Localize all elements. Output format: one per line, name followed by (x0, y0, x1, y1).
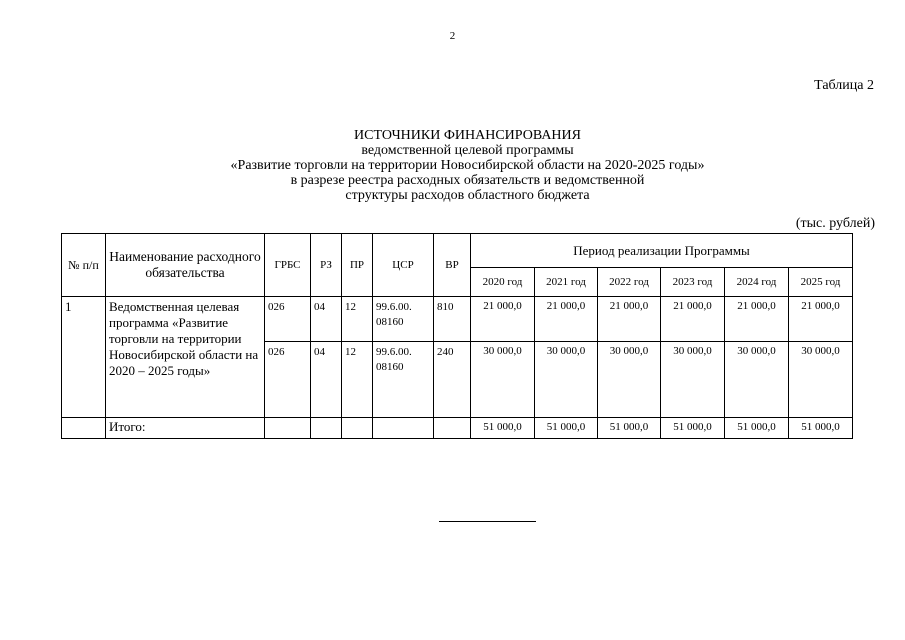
header-year: 2025 год (789, 268, 853, 297)
header-period: Период реализации Программы (471, 234, 853, 268)
cell-vr: 810 (434, 297, 471, 342)
cell-pr: 12 (342, 342, 373, 418)
header-year: 2024 год (725, 268, 789, 297)
header-year: 2021 год (535, 268, 598, 297)
title-line-2: ведомственной целевой программы (361, 143, 574, 158)
header-year: 2023 год (661, 268, 725, 297)
obligation-name: Ведомственная целевая программа «Развитие торговли на территории Новосибирской области на 2020 – 2025 годы» (106, 297, 265, 418)
total-no-cell (62, 418, 106, 439)
total-empty-cell (373, 418, 434, 439)
total-empty-cell (265, 418, 311, 439)
total-row (62, 418, 853, 439)
header-csr: ЦСР (373, 234, 434, 297)
header-row-1 (62, 234, 853, 268)
financing-table (61, 233, 853, 439)
total-empty-cell (311, 418, 342, 439)
title-line-1: ИСТОЧНИКИ ФИНАНСИРОВАНИЯ (354, 128, 581, 143)
cell-value: 21 000,0 (535, 297, 598, 342)
header-pr: ПР (342, 234, 373, 297)
total-value: 51 000,0 (725, 418, 789, 439)
total-empty-cell (434, 418, 471, 439)
cell-grbs: 026 (265, 297, 311, 342)
header-year: 2020 год (471, 268, 535, 297)
total-value: 51 000,0 (471, 418, 535, 439)
footer-divider (439, 521, 536, 522)
cell-value: 21 000,0 (598, 297, 661, 342)
table-label: Таблица 2 (814, 78, 874, 93)
cell-rz: 04 (311, 342, 342, 418)
cell-vr: 240 (434, 342, 471, 418)
total-value: 51 000,0 (789, 418, 853, 439)
cell-value: 21 000,0 (789, 297, 853, 342)
cell-value: 30 000,0 (725, 342, 789, 418)
units-label: (тыс. рублей) (795, 216, 875, 231)
header-year: 2022 год (598, 268, 661, 297)
total-value: 51 000,0 (661, 418, 725, 439)
cell-csr: 99.6.00. 08160 (373, 297, 434, 342)
cell-value: 30 000,0 (598, 342, 661, 418)
total-label: Итого: (106, 418, 265, 439)
page-number: 2 (449, 30, 456, 42)
total-value: 51 000,0 (598, 418, 661, 439)
cell-value: 21 000,0 (725, 297, 789, 342)
cell-csr: 99.6.00. 08160 (373, 342, 434, 418)
cell-value: 21 000,0 (471, 297, 535, 342)
total-value: 51 000,0 (535, 418, 598, 439)
row-number: 1 (62, 297, 106, 418)
cell-value: 30 000,0 (471, 342, 535, 418)
cell-grbs: 026 (265, 342, 311, 418)
title-line-5: структуры расходов областного бюджета (345, 188, 590, 203)
cell-rz: 04 (311, 297, 342, 342)
title-line-3: «Развитие торговли на территории Новосибирской области на 2020-2025 годы» (230, 158, 705, 173)
header-name: Наименование расходного обязательства (106, 234, 265, 297)
header-grbs: ГРБС (265, 234, 311, 297)
cell-value: 30 000,0 (661, 342, 725, 418)
cell-value: 30 000,0 (789, 342, 853, 418)
cell-value: 30 000,0 (535, 342, 598, 418)
cell-pr: 12 (342, 297, 373, 342)
cell-value: 21 000,0 (661, 297, 725, 342)
table-row (62, 297, 853, 342)
header-no: № п/п (62, 234, 106, 297)
title-line-4: в разрезе реестра расходных обязательств и ведомственной (290, 173, 645, 188)
header-rz: РЗ (311, 234, 342, 297)
document-title (180, 128, 755, 203)
header-vr: ВР (434, 234, 471, 297)
total-empty-cell (342, 418, 373, 439)
